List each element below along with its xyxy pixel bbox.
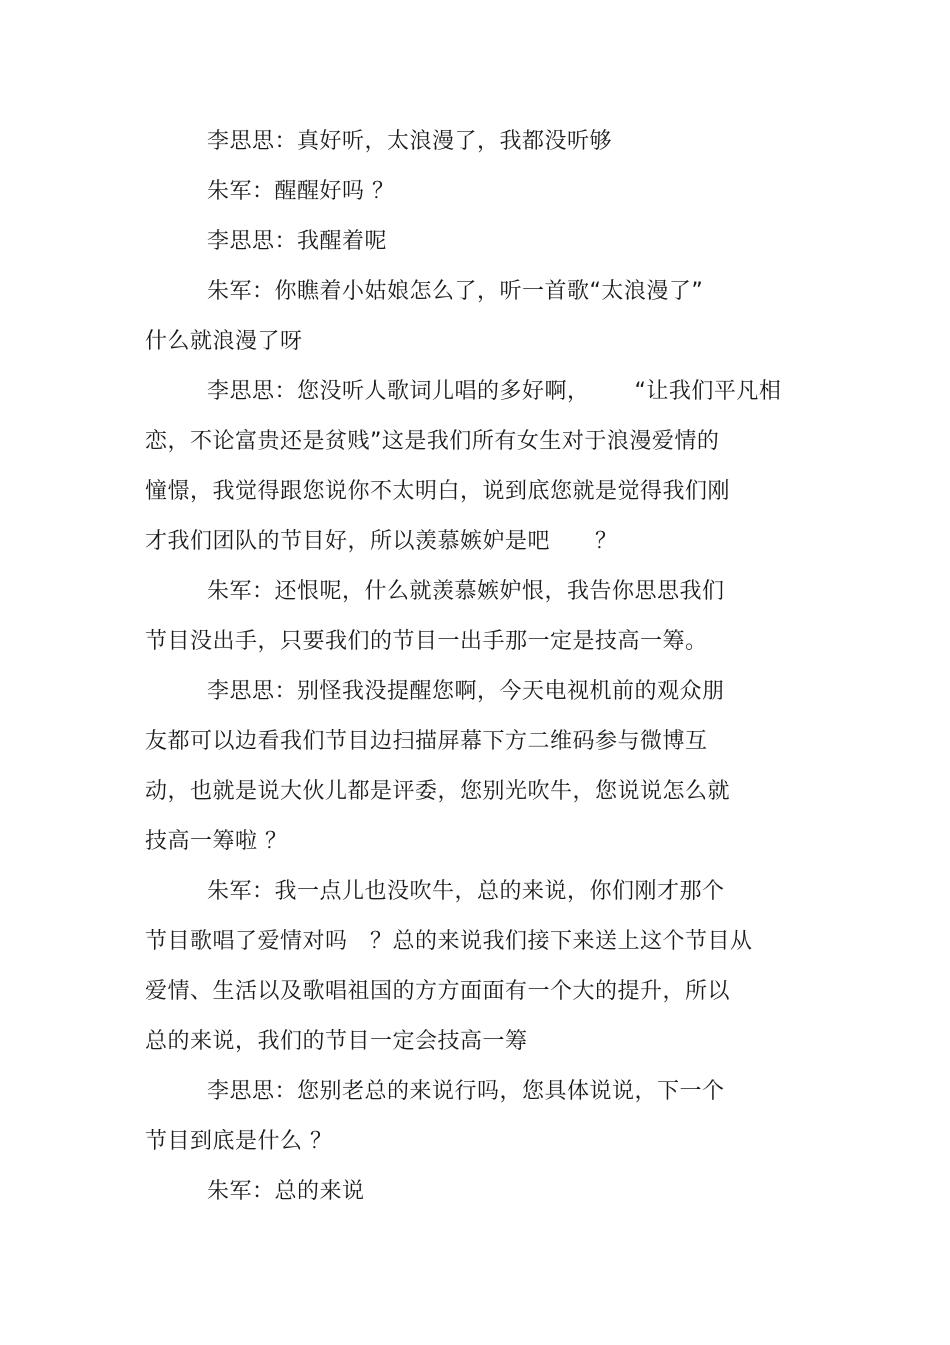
dialogue-line: 朱军：醒醒好吗 ？	[207, 179, 395, 204]
dialogue-line-continued: 爱情、生活以及歌唱祖国的方方面面有一个大的提升，所以	[145, 979, 731, 1004]
dialogue-line-continued: 节目到底是什么 ？	[145, 1129, 333, 1154]
dialogue-line-continued: 憧憬，我觉得跟您说你不太明白，说到底您就是觉得我们刚	[145, 479, 731, 504]
dialogue-line: 朱军：总的来说	[207, 1179, 365, 1204]
dialogue-line: 李思思：您别老总的来说行吗，您具体说说，下一个	[207, 1079, 725, 1104]
dialogue-line-continued: 技高一筹啦 ？	[145, 829, 288, 854]
dialogue-line: 李思思：我醒着呢	[207, 229, 388, 254]
dialogue-line-continued: 总的来说，我们的节目一定会技高一筹	[145, 1029, 528, 1054]
dialogue-line: 朱军：你瞧着小姑娘怎么了，听一首歌“太浪漫了”	[207, 279, 704, 304]
dialogue-line-continued: 节目没出手，只要我们的节目一出手那一定是技高一筹。	[145, 629, 708, 654]
dialogue-line: 李思思：您没听人歌词儿唱的多好啊， “让我们平凡相	[207, 379, 782, 404]
dialogue-line-continued: 什么就浪漫了呀	[145, 329, 303, 354]
dialogue-line: 朱军：还恨呢，什么就羡慕嫉妒恨，我告你思思我们	[207, 579, 725, 604]
dialogue-line: 李思思：别怪我没提醒您啊，今天电视机前的观众朋	[207, 679, 725, 704]
dialogue-line-continued: 友都可以边看我们节目边扫描屏幕下方二维码参与微博互	[145, 729, 708, 754]
dialogue-line-continued: 节目歌唱了爱情对吗 ？总的来说我们接下来送上这个节目从	[145, 929, 753, 954]
dialogue-line-continued: 才我们团队的节目好，所以羡慕嫉妒是吧 ？	[145, 529, 618, 554]
dialogue-line: 李思思：真好听，太浪漫了，我都没听够	[207, 129, 613, 154]
dialogue-line-continued: 动，也就是说大伙儿都是评委，您别光吹牛，您说说怎么就	[145, 779, 731, 804]
dialogue-line: 朱军：我一点儿也没吹牛，总的来说，你们刚才那个	[207, 879, 725, 904]
dialogue-line-continued: 恋，不论富贵还是贫贱”这是我们所有女生对于浪漫爱情的	[145, 429, 720, 454]
